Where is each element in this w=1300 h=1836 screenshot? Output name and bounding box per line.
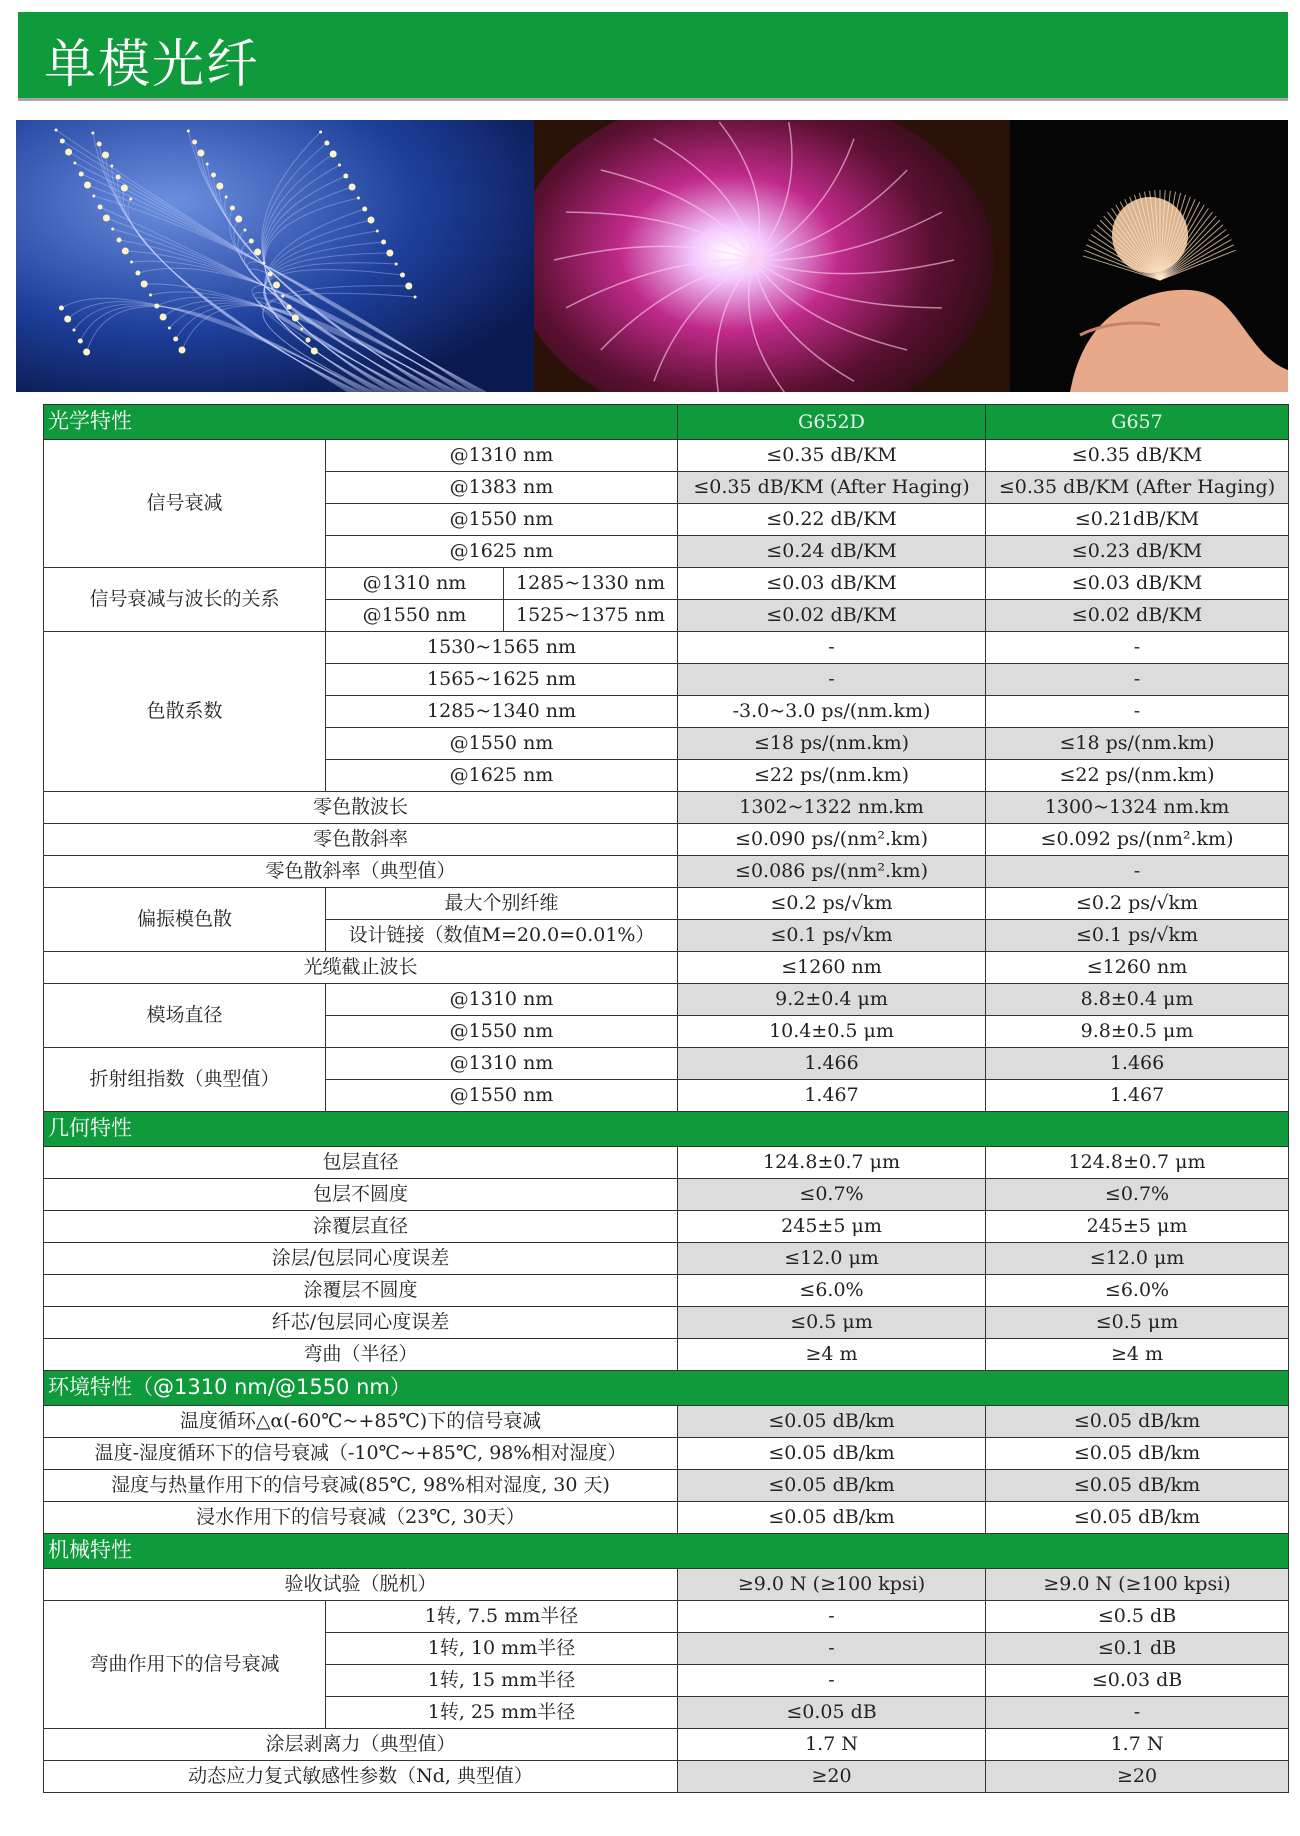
section-title: 环境特性（@1310 nm/@1550 nm）: [44, 1371, 1289, 1406]
value-g652d: 245±5 μm: [678, 1211, 986, 1243]
value-g657: ≤0.7%: [986, 1179, 1289, 1211]
photo-strip: [16, 120, 1288, 392]
row-label: 浸水作用下的信号衰减（23℃, 30天）: [44, 1502, 678, 1534]
spec-table: [43, 404, 1289, 1793]
value-g652d: ≥9.0 N (≥100 kpsi): [678, 1569, 986, 1601]
value-g657: ≤0.1 ps/√km: [986, 920, 1289, 952]
value-g657: ≤0.05 dB/km: [986, 1502, 1289, 1534]
value-g657: ≥9.0 N (≥100 kpsi): [986, 1569, 1289, 1601]
row-sub-label-range: 1285~1330 nm: [504, 568, 678, 600]
value-g652d: ≤0.086 ps/(nm².km): [678, 856, 986, 888]
row-sub-label: @1383 nm: [326, 472, 678, 504]
row-group-label: 信号衰减: [44, 440, 326, 568]
value-g652d: 1.466: [678, 1048, 986, 1080]
value-g657: 124.8±0.7 μm: [986, 1147, 1289, 1179]
title-banner: [18, 12, 1288, 101]
row-group-label: 信号衰减与波长的关系: [44, 568, 326, 632]
value-g652d: -: [678, 664, 986, 696]
value-g652d: ≤0.1 ps/√km: [678, 920, 986, 952]
value-g652d: ≤0.03 dB/KM: [678, 568, 986, 600]
row-label: 动态应力复式敏感性参数（Nd, 典型值）: [44, 1761, 678, 1793]
value-g657: ≤0.03 dB: [986, 1665, 1289, 1697]
value-g652d: ≥20: [678, 1761, 986, 1793]
row-sub-label: @1550 nm: [326, 1016, 678, 1048]
row-sub-label: @1550 nm: [326, 504, 678, 536]
value-g652d: -: [678, 1601, 986, 1633]
value-g657: ≤12.0 μm: [986, 1243, 1289, 1275]
row-sub-label-range: 1525~1375 nm: [504, 600, 678, 632]
value-g652d: ≤12.0 μm: [678, 1243, 986, 1275]
row-label: 涂覆层不圆度: [44, 1275, 678, 1307]
column-header-g652d: G652D: [678, 405, 986, 440]
value-g652d: ≤0.2 ps/√km: [678, 888, 986, 920]
row-sub-label: @1625 nm: [326, 536, 678, 568]
value-g657: 1300~1324 nm.km: [986, 792, 1289, 824]
value-g652d: ≤6.0%: [678, 1275, 986, 1307]
table-row: [44, 1470, 1289, 1502]
row-sub-label: 1530~1565 nm: [326, 632, 678, 664]
value-g657: ≥4 m: [986, 1339, 1289, 1371]
table-row: [44, 1307, 1289, 1339]
plasma-globe-photo: [534, 120, 1010, 392]
row-sub-label: 1转, 7.5 mm半径: [326, 1601, 678, 1633]
value-g657: 8.8±0.4 μm: [986, 984, 1289, 1016]
row-sub-label: @1310 nm: [326, 984, 678, 1016]
table-row: [44, 1147, 1289, 1179]
row-sub-label: 1转, 15 mm半径: [326, 1665, 678, 1697]
row-group-label: 弯曲作用下的信号衰减: [44, 1601, 326, 1729]
section-title: 机械特性: [44, 1534, 1289, 1569]
section-header: [44, 1112, 1289, 1147]
row-label: 纤芯/包层同心度误差: [44, 1307, 678, 1339]
value-g652d: ≤0.05 dB/km: [678, 1470, 986, 1502]
row-sub-label: @1310 nm: [326, 568, 504, 600]
value-g657: -: [986, 1697, 1289, 1729]
row-sub-label: @1310 nm: [326, 1048, 678, 1080]
value-g657: 1.466: [986, 1048, 1289, 1080]
row-group-label: 色散系数: [44, 632, 326, 792]
row-sub-label: 1285~1340 nm: [326, 696, 678, 728]
value-g652d: ≤0.35 dB/KM (After Haging): [678, 472, 986, 504]
table-row: [44, 568, 1289, 600]
section-header: [44, 1371, 1289, 1406]
section-title: 光学特性: [44, 405, 678, 440]
value-g657: ≤1260 nm: [986, 952, 1289, 984]
value-g657: ≤6.0%: [986, 1275, 1289, 1307]
table-row: [44, 824, 1289, 856]
value-g657: ≤0.03 dB/KM: [986, 568, 1289, 600]
table-row: [44, 1761, 1289, 1793]
value-g652d: ≤0.090 ps/(nm².km): [678, 824, 986, 856]
value-g657: ≤0.23 dB/KM: [986, 536, 1289, 568]
value-g652d: 1302~1322 nm.km: [678, 792, 986, 824]
value-g657: -: [986, 632, 1289, 664]
value-g657: ≤0.5 μm: [986, 1307, 1289, 1339]
table-row: [44, 984, 1289, 1016]
value-g652d: ≤0.24 dB/KM: [678, 536, 986, 568]
row-label: 光缆截止波长: [44, 952, 678, 984]
column-header-g657: G657: [986, 405, 1289, 440]
row-label: 温度循环△α(-60℃~+85℃)下的信号衰减: [44, 1406, 678, 1438]
table-row: [44, 856, 1289, 888]
table-row: [44, 1438, 1289, 1470]
value-g652d: 1.467: [678, 1080, 986, 1112]
value-g657: -: [986, 856, 1289, 888]
value-g652d: 10.4±0.5 μm: [678, 1016, 986, 1048]
table-row: [44, 952, 1289, 984]
page-title: 单模光纤: [44, 35, 261, 95]
value-g657: ≤0.05 dB/km: [986, 1438, 1289, 1470]
row-label: 包层直径: [44, 1147, 678, 1179]
table-row: [44, 1339, 1289, 1371]
table-row: [44, 1048, 1289, 1080]
table-row: [44, 1179, 1289, 1211]
value-g652d: ≤0.05 dB/km: [678, 1406, 986, 1438]
table-row: [44, 888, 1289, 920]
value-g652d: ≤1260 nm: [678, 952, 986, 984]
row-label: 温度-湿度循环下的信号衰减（-10℃~+85℃, 98%相对湿度）: [44, 1438, 678, 1470]
row-sub-label: @1310 nm: [326, 440, 678, 472]
section-header: [44, 405, 1289, 440]
value-g652d: ≤0.05 dB: [678, 1697, 986, 1729]
value-g657: -: [986, 664, 1289, 696]
row-sub-label: @1625 nm: [326, 760, 678, 792]
row-label: 弯曲（半径）: [44, 1339, 678, 1371]
table-row: [44, 632, 1289, 664]
row-label: 包层不圆度: [44, 1179, 678, 1211]
table-row: [44, 1406, 1289, 1438]
table-row: [44, 1243, 1289, 1275]
row-sub-label: 最大个别纤维: [326, 888, 678, 920]
row-label: 零色散斜率（典型值）: [44, 856, 678, 888]
value-g657: ≤0.1 dB: [986, 1633, 1289, 1665]
row-sub-label: 1转, 10 mm半径: [326, 1633, 678, 1665]
value-g652d: ≤0.05 dB/km: [678, 1502, 986, 1534]
value-g652d: 1.7 N: [678, 1729, 986, 1761]
value-g652d: 124.8±0.7 μm: [678, 1147, 986, 1179]
row-sub-label: 1转, 25 mm半径: [326, 1697, 678, 1729]
value-g657: ≤0.21dB/KM: [986, 504, 1289, 536]
row-label: 零色散斜率: [44, 824, 678, 856]
row-sub-label: @1550 nm: [326, 1080, 678, 1112]
row-group-label: 模场直径: [44, 984, 326, 1048]
value-g652d: ≤0.7%: [678, 1179, 986, 1211]
value-g657: 245±5 μm: [986, 1211, 1289, 1243]
table-row: [44, 1729, 1289, 1761]
value-g652d: ≤18 ps/(nm.km): [678, 728, 986, 760]
value-g657: ≤0.02 dB/KM: [986, 600, 1289, 632]
row-label: 涂层剥离力（典型值）: [44, 1729, 678, 1761]
value-g657: ≤0.5 dB: [986, 1601, 1289, 1633]
hand-holding-fiber-bundle-photo: [1010, 120, 1288, 392]
value-g652d: -: [678, 632, 986, 664]
value-g657: 1.467: [986, 1080, 1289, 1112]
value-g657: ≤0.35 dB/KM (After Haging): [986, 472, 1289, 504]
row-group-label: 偏振模色散: [44, 888, 326, 952]
row-label: 涂层/包层同心度误差: [44, 1243, 678, 1275]
value-g652d: ≤0.05 dB/km: [678, 1438, 986, 1470]
row-sub-label: 1565~1625 nm: [326, 664, 678, 696]
value-g657: ≥20: [986, 1761, 1289, 1793]
value-g652d: ≤22 ps/(nm.km): [678, 760, 986, 792]
value-g657: ≤22 ps/(nm.km): [986, 760, 1289, 792]
value-g652d: -: [678, 1665, 986, 1697]
fiber-optic-strands-photo: [16, 120, 534, 392]
row-sub-label: @1550 nm: [326, 728, 678, 760]
value-g657: ≤0.2 ps/√km: [986, 888, 1289, 920]
row-label: 零色散波长: [44, 792, 678, 824]
row-label: 验收试验（脱机）: [44, 1569, 678, 1601]
value-g652d: ≤0.35 dB/KM: [678, 440, 986, 472]
value-g652d: -: [678, 1633, 986, 1665]
table-row: [44, 1502, 1289, 1534]
section-title: 几何特性: [44, 1112, 1289, 1147]
row-label: 涂覆层直径: [44, 1211, 678, 1243]
value-g657: 1.7 N: [986, 1729, 1289, 1761]
row-sub-label: @1550 nm: [326, 600, 504, 632]
value-g657: 9.8±0.5 μm: [986, 1016, 1289, 1048]
table-row: [44, 440, 1289, 472]
table-row: [44, 1601, 1289, 1633]
value-g652d: ≤0.02 dB/KM: [678, 600, 986, 632]
table-row: [44, 792, 1289, 824]
value-g652d: ≥4 m: [678, 1339, 986, 1371]
row-sub-label: 设计链接（数值M=20.0=0.01%）: [326, 920, 678, 952]
table-row: [44, 1211, 1289, 1243]
value-g657: ≤0.05 dB/km: [986, 1406, 1289, 1438]
table-row: [44, 1569, 1289, 1601]
table-row: [44, 1275, 1289, 1307]
value-g652d: 9.2±0.4 μm: [678, 984, 986, 1016]
row-group-label: 折射组指数（典型值）: [44, 1048, 326, 1112]
row-label: 湿度与热量作用下的信号衰减(85℃, 98%相对湿度, 30 天): [44, 1470, 678, 1502]
value-g652d: ≤0.5 μm: [678, 1307, 986, 1339]
value-g657: ≤0.05 dB/km: [986, 1470, 1289, 1502]
section-header: [44, 1534, 1289, 1569]
value-g657: ≤0.35 dB/KM: [986, 440, 1289, 472]
value-g657: ≤18 ps/(nm.km): [986, 728, 1289, 760]
value-g657: -: [986, 696, 1289, 728]
value-g652d: -3.0~3.0 ps/(nm.km): [678, 696, 986, 728]
value-g652d: ≤0.22 dB/KM: [678, 504, 986, 536]
value-g657: ≤0.092 ps/(nm².km): [986, 824, 1289, 856]
